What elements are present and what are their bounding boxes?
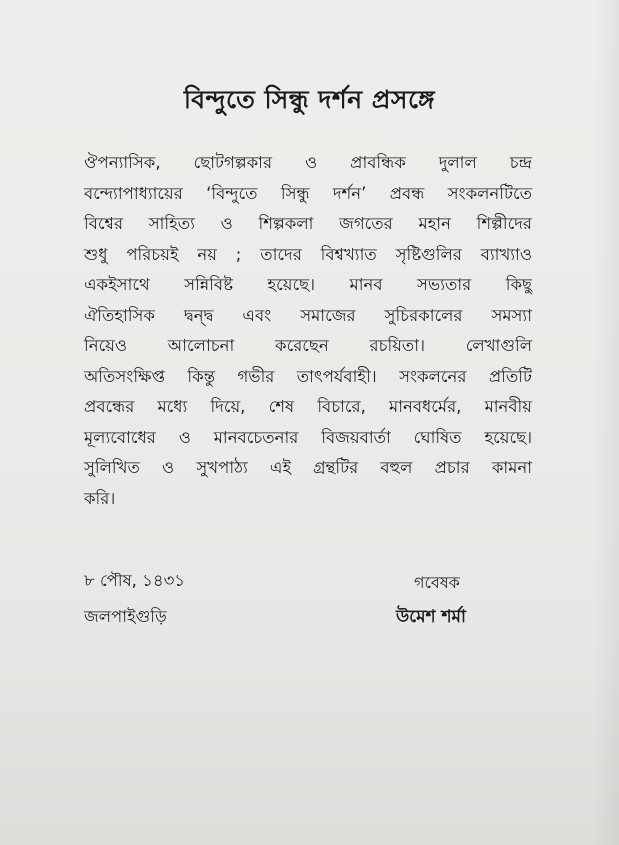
paragraph-line: সুলিখিত ও সুখপাঠ্য এই গ্রন্থটির বহুল প্রচার কামনা [84, 458, 532, 477]
signatory-name: উমেশ শর্মা [396, 607, 466, 627]
paragraph-line: মূল্যবোধের ও মানবচেতনার বিজয়বার্তা ঘোষিত হয়েছে। [84, 427, 532, 447]
body-paragraph [84, 148, 532, 514]
paragraph-line: বিশ্বের সাহিত্য ও শিল্পকলা জগতের মহান শিল্পীদের [84, 214, 532, 233]
page-title: বিন্দুতে সিন্ধু দর্শন প্রসঙ্গে [183, 85, 436, 114]
paragraph-line: বন্দ্যোপাধ্যায়ের ‘বিন্দুতে সিন্ধু দর্শন’ প্রবন্ধ সংকলনটিতে [84, 183, 532, 203]
paragraph-line: করি। [84, 488, 116, 508]
signatory-role: গবেষক [414, 573, 460, 592]
paragraph-line: প্রবন্ধের মধ্যে দিয়ে, শেষ বিচারে, মানবধর্মের, মানবীয় [84, 397, 532, 416]
paragraph-line: শুধু পরিচয়ই নয় ; তাদের বিশ্বখ্যাত সৃষ্টিগুলির ব্যাখ্যাও [84, 244, 532, 264]
paragraph-line: একইসাথে সন্নিবিষ্ট হয়েছে। মানব সভ্যতার কিছু [84, 275, 532, 294]
paragraph-line: ঐতিহাসিক দ্বন্দ্ব এবং সমাজের সুচিরকালের সমস্যা [84, 305, 532, 325]
page-shadow [0, 640, 619, 845]
paragraph-line: নিয়েও আলোচনা করেছেন রচয়িতা। লেখাগুলি [84, 336, 532, 355]
paragraph-line: অতিসংক্ষিপ্ত কিন্তু গভীর তাৎপর্যবাহী। সংকলনের প্রতিটি [84, 366, 532, 386]
paragraph-line: ঔপন্যাসিক, ছোটগল্পকার ও প্রাবন্ধিক দুলাল চন্দ্র [84, 153, 532, 172]
place-line: জলপাইগুড়ি [84, 607, 167, 626]
page-spine-shadow [593, 0, 619, 845]
date-line: ৮ পৌষ, ১৪৩১ [84, 571, 186, 590]
